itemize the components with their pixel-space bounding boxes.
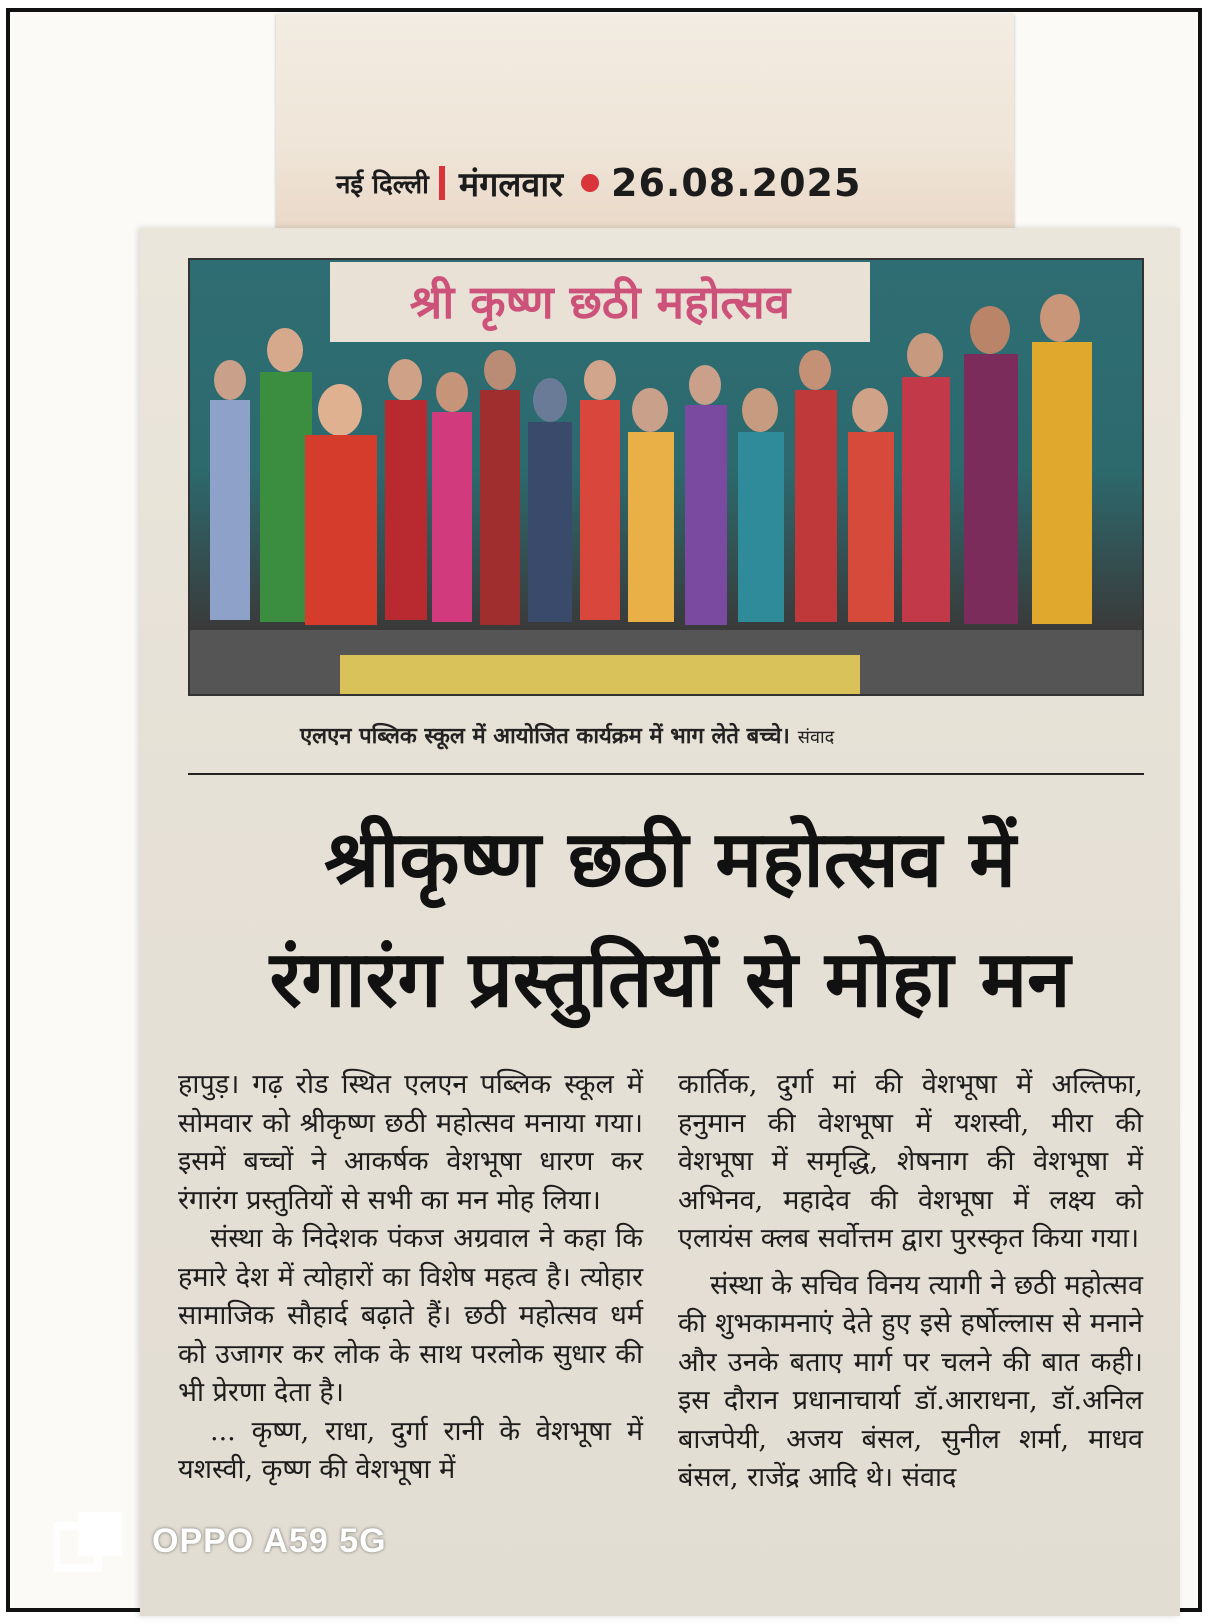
photo-caption bbox=[300, 720, 834, 750]
masthead-date: 26.08.2025 bbox=[611, 161, 862, 205]
caption-credit: संवाद bbox=[797, 727, 835, 748]
article-paragraph: हापुड़। गढ़ रोड स्थित एलएन पब्लिक स्कूल में सोमवार को श्रीकृष्ण छठी महोत्सव मनाया गया। इसमें बच्चों ने आकर्षक वेशभूषा धारण कर रंगारंग प्रस्तुतियों से सभी का मन मोह लिया। bbox=[178, 1069, 643, 1216]
masthead-day: मंगलवार bbox=[458, 165, 564, 205]
masthead-city: नई दिल्ली bbox=[336, 170, 429, 200]
article-paragraph: संस्था के सचिव विनय त्यागी ने छठी महोत्सव की शुभकामनाएं देते हुए इसे हर्षोल्लास से मनाने और उनके बताए मार्ग पर चलने की बात कही। इस दौरान प्रधानाचार्या डॉ.आराधना, डॉ.अनिल बाजपेयी, अजय बंसल, सुनील शर्मा, माधव बंसल, राजेंद्र आदि थे। संवाद bbox=[678, 1269, 1143, 1493]
article-paragraph: कार्तिक, दुर्गा मां की वेशभूषा में अल्तिफा, हनुमान की वेशभूषा में यशस्वी, मीरा की वेशभूषा में समृद्धि, शेषनाग की वेशभूषा में अभिनव, महादेव की वेशभूषा में लक्ष्य को एलायंस क्लब सर्वोत्तम द्वारा पुरस्कृत किया गया। bbox=[678, 1069, 1143, 1254]
stage-front bbox=[340, 655, 860, 694]
camera-watermark bbox=[54, 1510, 387, 1572]
article-column-left bbox=[178, 1066, 643, 1490]
headline bbox=[180, 800, 1160, 1040]
headline-rule bbox=[188, 773, 1144, 775]
watermark-text: OPPO A59 5G bbox=[152, 1521, 387, 1560]
article-paragraph: संस्था के निदेशक पंकज अग्रवाल ने कहा कि हमारे देश में त्योहारों का विशेष महत्व है। त्योहार सामाजिक सौहार्द बढ़ाते हैं। छठी महोत्सव धर्म को उजागर कर लोक के साथ परलोक सुधार की भी प्रेरणा देता है। bbox=[178, 1223, 643, 1408]
performers-group bbox=[210, 294, 1092, 625]
event-photo-illustration bbox=[190, 260, 1142, 694]
article-column-right bbox=[678, 1066, 1143, 1498]
article-paragraph: ... कृष्ण, राधा, दुर्गा रानी के वेशभूषा में यशस्वी, कृष्ण की वेशभूषा में bbox=[178, 1415, 643, 1485]
masthead-dot-icon bbox=[581, 174, 599, 192]
masthead-divider bbox=[439, 166, 445, 200]
caption-text: एलएन पब्लिक स्कूल में आयोजित कार्यक्रम में भाग लेते बच्चे। bbox=[300, 724, 790, 749]
headline-line-2: रंगारंग प्रस्तुतियों से मोहा मन bbox=[269, 935, 1071, 1025]
headline-line-1: श्रीकृष्ण छठी महोत्सव में bbox=[324, 815, 1016, 905]
masthead bbox=[336, 150, 861, 216]
banner-text: श्री कृष्ण छठी महोत्सव bbox=[409, 275, 791, 329]
event-photo bbox=[188, 258, 1144, 696]
camera-brand-logo-icon bbox=[54, 1510, 126, 1572]
